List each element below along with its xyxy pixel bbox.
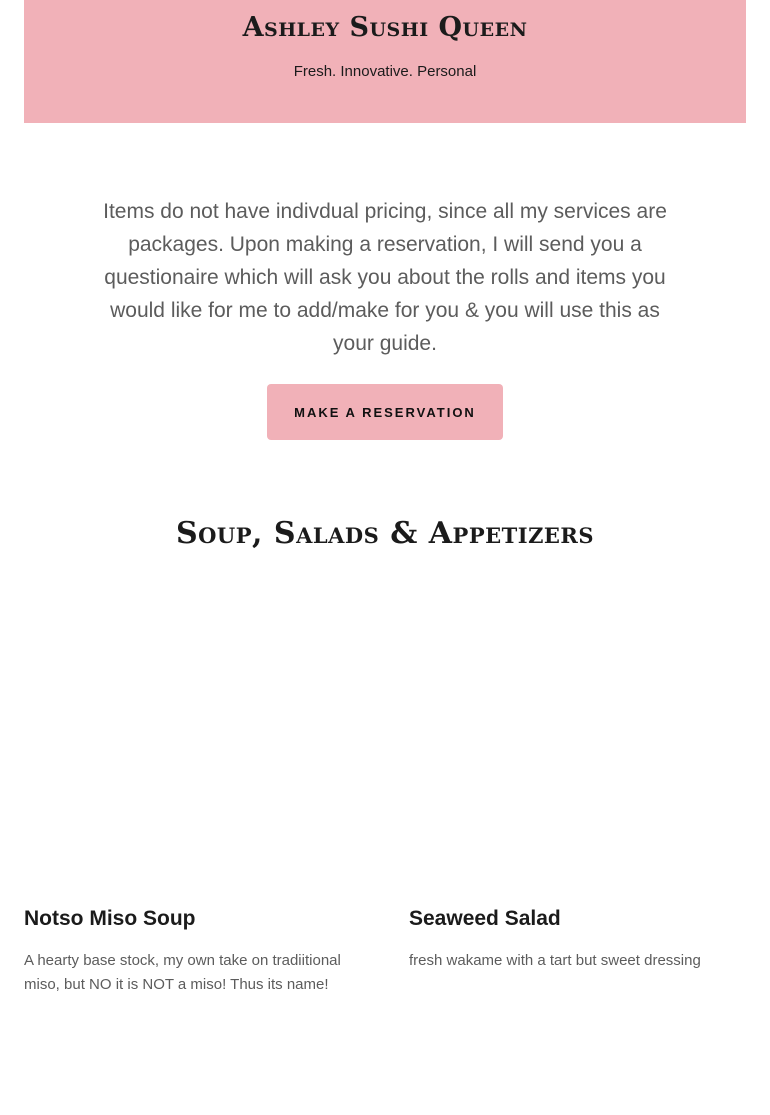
brand-tagline: Fresh. Innovative. Personal [293, 63, 477, 80]
menu-item-notso-miso-soup [24, 905, 364, 997]
make-reservation-button[interactable]: MAKE A RESERVATION [267, 384, 503, 440]
menu-item-seaweed-salad [409, 905, 749, 973]
section-title: Soup, Salads & Appetizers [175, 516, 595, 551]
menu-item-description: A hearty base stock, my own take on tradiitional miso, but NO it is NOT a miso! Thus its name! [24, 952, 341, 993]
pricing-intro: Items do not have indivdual pricing, since all my services are packages. Upon making a reservation, I will send you a questionaire which will ask you about the rolls and items you would like for me to add/make for you & you will use this as your guide. [103, 200, 667, 355]
menu-item-name: Notso Miso Soup [24, 907, 196, 930]
menu-item-image [409, 595, 746, 885]
hero-banner [24, 0, 746, 123]
menu-item-description: fresh wakame with a tart but sweet dressing [409, 952, 701, 969]
brand-title[interactable]: Ashley Sushi Queen [242, 12, 528, 43]
menu-item-name: Seaweed Salad [409, 907, 561, 930]
menu-item-image [24, 595, 361, 885]
